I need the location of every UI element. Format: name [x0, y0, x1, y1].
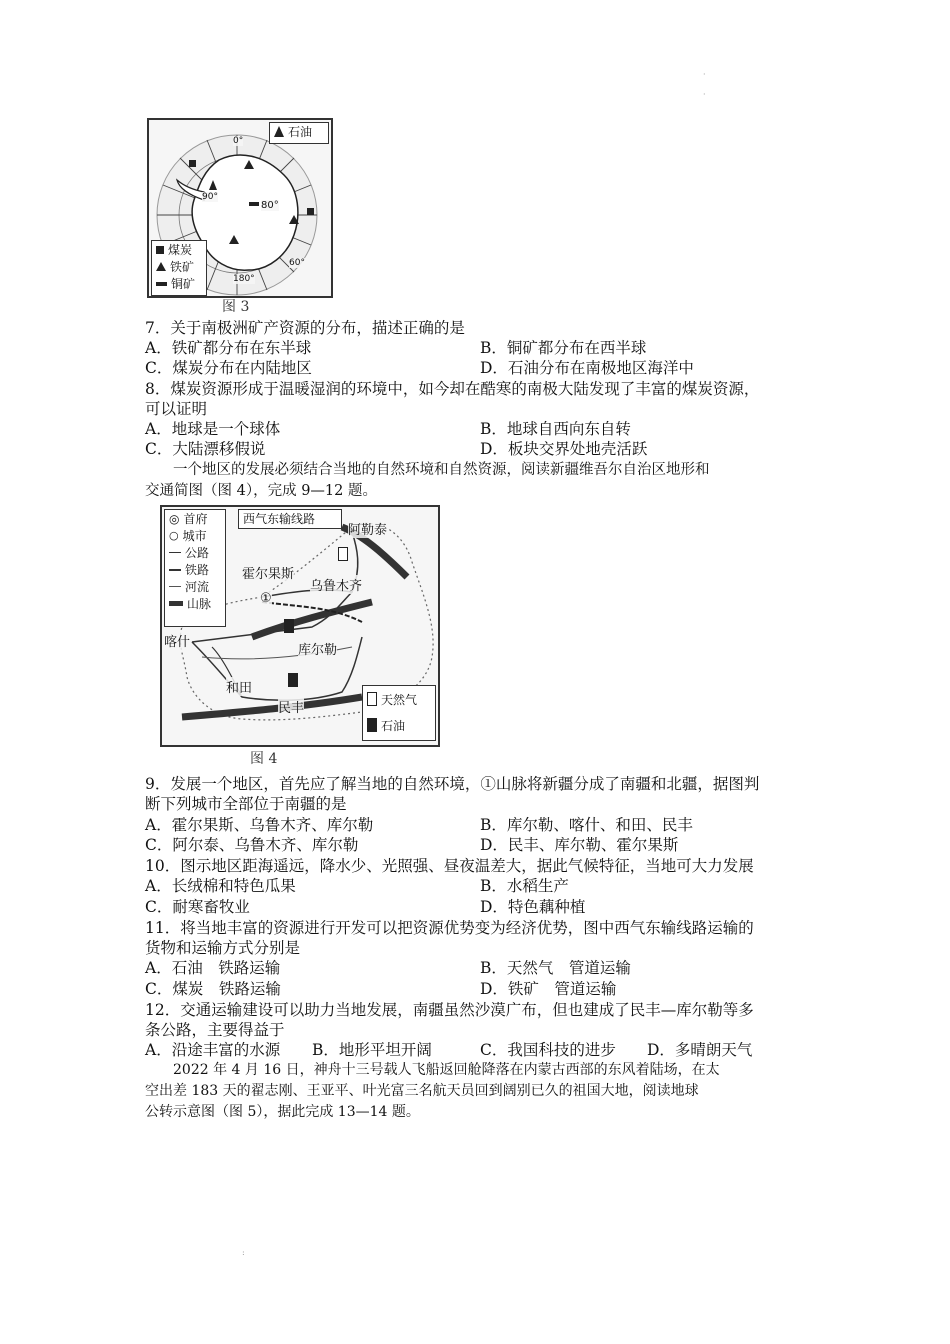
question-7-option-b: B．铜矿都分布在西半球: [480, 339, 647, 357]
copper-icon: [156, 282, 167, 286]
figure-3-caption: 图 3: [222, 299, 250, 315]
question-10-option-c: C．耐寒畜牧业: [145, 898, 250, 916]
question-12-stem-line-1: 12．交通运输建设可以助力当地发展，南疆虽然沙漠广布，但也建成了民丰—库尔勒等多: [145, 1001, 754, 1019]
city-icon: ○: [169, 529, 179, 542]
figure-4-caption: 图 4: [250, 751, 278, 767]
question-11-option-a: A．石油 铁路运输: [145, 959, 281, 977]
city-label-altay: 阿勒泰: [348, 519, 387, 538]
river-icon: [169, 586, 181, 587]
coal-icon: [156, 246, 164, 254]
question-11-option-b: B．天然气 管道运输: [480, 959, 631, 977]
question-10-option-d: D．特色藕种植: [480, 898, 586, 916]
city-label-minfeng: 民丰: [278, 697, 304, 716]
question-9-option-d: D．民丰、库尔勒、霍尔果斯: [480, 836, 679, 854]
legend-city: 城市: [182, 529, 207, 543]
question-12-option-a: A．沿途丰富的水源: [145, 1041, 281, 1059]
figure-4-xinjiang-map: [160, 505, 440, 747]
question-9-option-c: C．阿尔泰、乌鲁木齐、库尔勒: [145, 836, 359, 854]
question-9-stem-line-1: 9．发展一个地区，首先应了解当地的自然环境，①山脉将新疆分成了南疆和北疆，据图判: [145, 775, 760, 793]
mountain-icon: [169, 601, 183, 606]
question-8-stem-line-1: 8．煤炭资源形成于温暖湿润的环境中，如今却在酷寒的南极大陆发现了丰富的煤炭资源，: [145, 380, 760, 398]
capital-icon: ◎: [169, 511, 180, 526]
figure-3-antarctica-map: [147, 118, 333, 298]
question-7-option-c: C．煤炭分布在内陆地区: [145, 359, 312, 377]
coal-icon: [189, 160, 196, 167]
iron-icon: [244, 160, 254, 169]
scan-speck: :: [242, 1248, 245, 1257]
road-icon: [169, 552, 181, 553]
question-11-option-d: D．铁矿 管道运输: [480, 980, 617, 998]
intro-9-12-line-1: 一个地区的发展必须结合当地的自然环境和自然资源，阅读新疆维吾尔自治区地形和: [173, 462, 710, 478]
question-12-option-b: B．地形平坦开阔: [312, 1041, 432, 1059]
figure-4-legend: [164, 509, 226, 627]
pipeline-label: 西气东输线路: [243, 512, 316, 526]
iron-icon: [156, 262, 166, 271]
latitude-label: 80°: [261, 200, 279, 211]
intro-13-14-line-2: 空出差 183 天的翟志刚、王亚平、叶光富三名航天员回到阔别已久的祖国大地，阅读地球: [145, 1083, 699, 1099]
question-11-option-c: C．煤炭 铁路运输: [145, 980, 281, 998]
question-9-stem-line-2: 断下列城市全部位于南疆的是: [145, 795, 347, 813]
iron-icon: [229, 235, 239, 244]
question-8-option-c: C．大陆漂移假说: [145, 440, 266, 458]
petroleum-icon: [288, 673, 298, 687]
longitude-label-90: 90°: [202, 192, 218, 202]
scan-speck: ·: [703, 90, 706, 99]
legend-copper: 铜矿: [171, 277, 196, 291]
oil-icon: [274, 126, 284, 137]
mountain-marker-1: ①: [260, 591, 272, 606]
figure-3-legend-top: [269, 122, 329, 144]
longitude-label-180: 180°: [233, 274, 255, 284]
railway-icon: [169, 569, 181, 571]
iron-icon: [289, 215, 299, 224]
city-label-hotan: 和田: [226, 677, 252, 696]
question-7-stem: 7．关于南极洲矿产资源的分布，描述正确的是: [145, 319, 465, 337]
petroleum-icon: [367, 718, 377, 732]
question-8-option-a: A．地球是一个球体: [145, 420, 281, 438]
city-label-kashgar: 喀什: [164, 631, 190, 650]
pipeline-label-box: [238, 509, 342, 529]
question-12-stem-line-2: 条公路，主要得益于: [145, 1021, 285, 1039]
legend-coal: 煤炭: [168, 243, 193, 257]
scan-speck: ·: [703, 70, 706, 79]
natural-gas-icon: [367, 692, 377, 706]
question-12-option-d: D．多晴朗天气: [647, 1041, 753, 1059]
petroleum-icon: [284, 619, 294, 633]
question-11-stem-line-2: 货物和运输方式分别是: [145, 939, 301, 957]
copper-icon: [249, 202, 259, 206]
question-11-stem-line-1: 11．将当地丰富的资源进行开发可以把资源优势变为经济优势，图中西气东输线路运输的: [145, 919, 754, 937]
legend-railway: 铁路: [185, 563, 210, 577]
city-label-korla: 库尔勒: [298, 639, 337, 658]
longitude-label-0: 0°: [233, 136, 244, 146]
question-10-stem: 10．图示地区距海遥远，降水少、光照强、昼夜温差大，据此气候特征，当地可大力发展: [145, 857, 754, 875]
legend-natural-gas: 天然气: [381, 692, 418, 707]
coal-icon: [307, 208, 314, 215]
figure-4-resource-legend: [362, 685, 436, 741]
city-label-urumqi: 乌鲁木齐: [310, 575, 362, 594]
legend-river: 河流: [185, 580, 210, 594]
question-9-option-a: A．霍尔果斯、乌鲁木齐、库尔勒: [145, 816, 374, 834]
legend-capital: 首府: [183, 512, 208, 526]
intro-13-14-line-3: 公转示意图（图 5），据此完成 13—14 题。: [145, 1104, 420, 1120]
city-label-khorgos: 霍尔果斯: [242, 563, 294, 582]
question-7-option-d: D．石油分布在南极地区海洋中: [480, 359, 694, 377]
question-8-stem-line-2: 可以证明: [145, 400, 208, 418]
question-10-option-b: B．水稻生产: [480, 877, 569, 895]
oil-icon: [209, 180, 217, 190]
natural-gas-icon: [338, 547, 348, 561]
intro-13-14-line-1: 2022 年 4 月 16 日，神舟十三号载人飞船返回舱降落在内蒙古西部的东风着陆场，在太: [173, 1062, 720, 1078]
legend-iron: 铁矿: [170, 260, 195, 274]
legend-oil: 石油: [288, 125, 313, 139]
question-12-option-c: C．我国科技的进步: [480, 1041, 616, 1059]
question-7-option-a: A．铁矿都分布在东半球: [145, 339, 312, 357]
legend-petroleum: 石油: [381, 718, 406, 733]
question-10-option-a: A．长绒棉和特色瓜果: [145, 877, 296, 895]
intro-9-12-line-2: 交通简图（图 4），完成 9—12 题。: [145, 483, 377, 499]
question-9-option-b: B．库尔勒、喀什、和田、民丰: [480, 816, 693, 834]
legend-mountain: 山脉: [187, 597, 212, 611]
question-8-option-d: D．板块交界处地壳活跃: [480, 440, 648, 458]
legend-road: 公路: [185, 546, 210, 560]
figure-3-legend-bottom: [151, 240, 207, 296]
question-8-option-b: B．地球自西向东自转: [480, 420, 631, 438]
longitude-label-60: 60°: [289, 258, 305, 268]
